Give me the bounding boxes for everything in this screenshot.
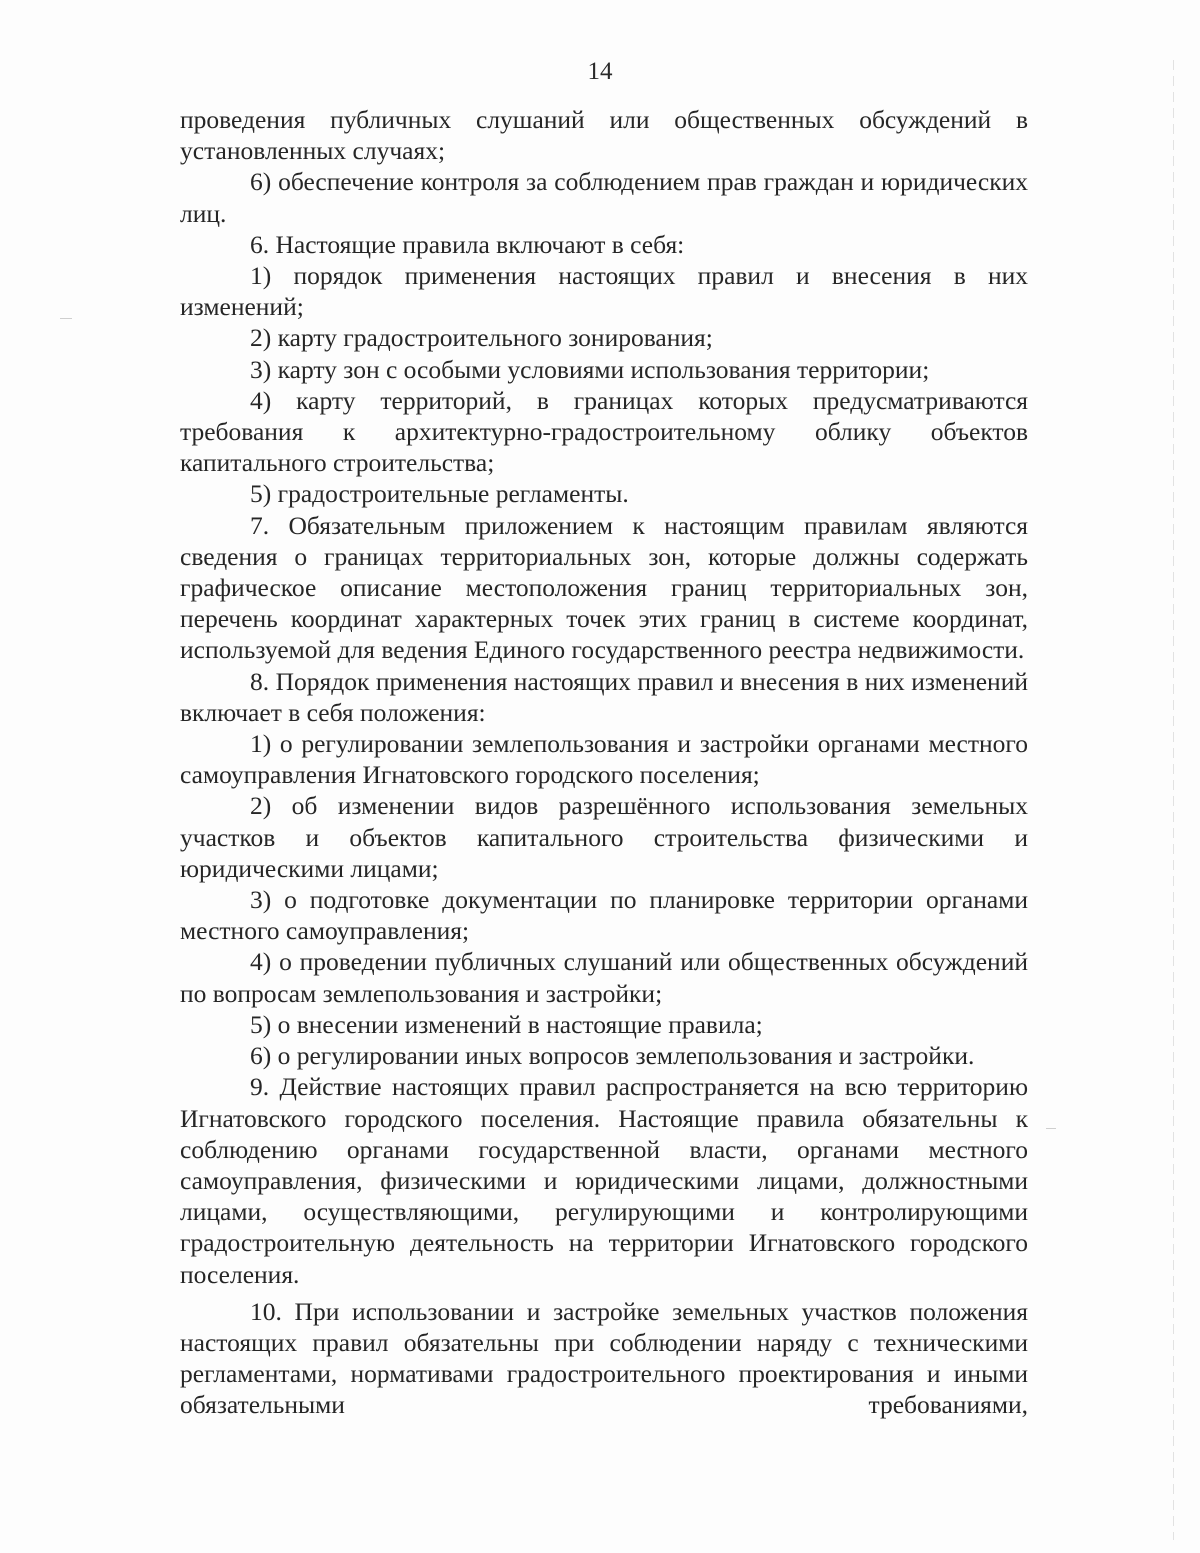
paragraph: 4) карту территорий, в границах которых предусматриваются требования к архитектурно-градостроительному облику объектов капитального строительства; (180, 385, 1028, 478)
scan-speck (1046, 1128, 1056, 1129)
paragraph: 2) об изменении видов разрешённого использования земельных участков и объектов капитального строительства физическими и юридическими лицами; (180, 791, 1028, 883)
document-body (180, 104, 1028, 1421)
paragraph: 7. Обязательным приложением к настоящим правилам являются сведения о границах территориальных зон, которые должны содержать графическое описание местоположения границ территориальных зон, перечень координат характерных точек этих границ в системе координат, используемой для ведения Единого государственного реестра недвижимости. (180, 510, 1028, 665)
paragraph: 5) о внесении изменений в настоящие правила; (250, 1009, 763, 1039)
paragraph: 3) о подготовке документации по планировке территории органами местного самоуправления; (180, 885, 1028, 946)
scan-edge-artifact (1173, 60, 1174, 1540)
paragraph: 10. При использовании и застройке земельных участков положения настоящих правил обязательны при соблюдении наряду с техническими регламентами, нормативами градостроительного проектирования и иными обязательными требованиями, (180, 1296, 1028, 1420)
paragraph: 4) о проведении публичных слушаний или общественных обсуждений по вопросам землепользования и застройки; (180, 947, 1028, 1008)
paragraph: 8. Порядок применения настоящих правил и внесения в них изменений включает в себя положения: (180, 666, 1028, 727)
page-number: 14 (587, 58, 613, 85)
paragraph: 9. Действие настоящих правил распространяется на всю территорию Игнатовского городского поселения. Настоящие правила обязательны к соблюдению органами государственной власти, органами местного самоуправления, физическими и юридическими лицами, должностными лицами, осуществляющими, регулирующими и контролирующими градостроительную деятельность на территории Игнатовского городского поселения. (180, 1072, 1028, 1289)
scan-speck (60, 318, 72, 319)
paragraph: 1) о регулировании землепользования и застройки органами местного самоуправления Игнатовского городского поселения; (180, 729, 1028, 790)
paragraph: 6. Настоящие правила включают в себя: (250, 229, 685, 259)
paragraph: проведения публичных слушаний или общественных обсуждений в установленных случаях; (180, 105, 1028, 166)
paragraph: 2) карту градостроительного зонирования; (250, 323, 713, 353)
paragraph: 6) о регулировании иных вопросов землепользования и застройки. (250, 1041, 975, 1071)
paragraph: 3) карту зон с особыми условиями использования территории; (250, 354, 930, 384)
paragraph: 5) градостроительные регламенты. (250, 479, 629, 509)
paragraph: 6) обеспечение контроля за соблюдением прав граждан и юридических лиц. (180, 167, 1028, 228)
paragraph: 1) порядок применения настоящих правил и внесения в них изменений; (180, 261, 1028, 322)
